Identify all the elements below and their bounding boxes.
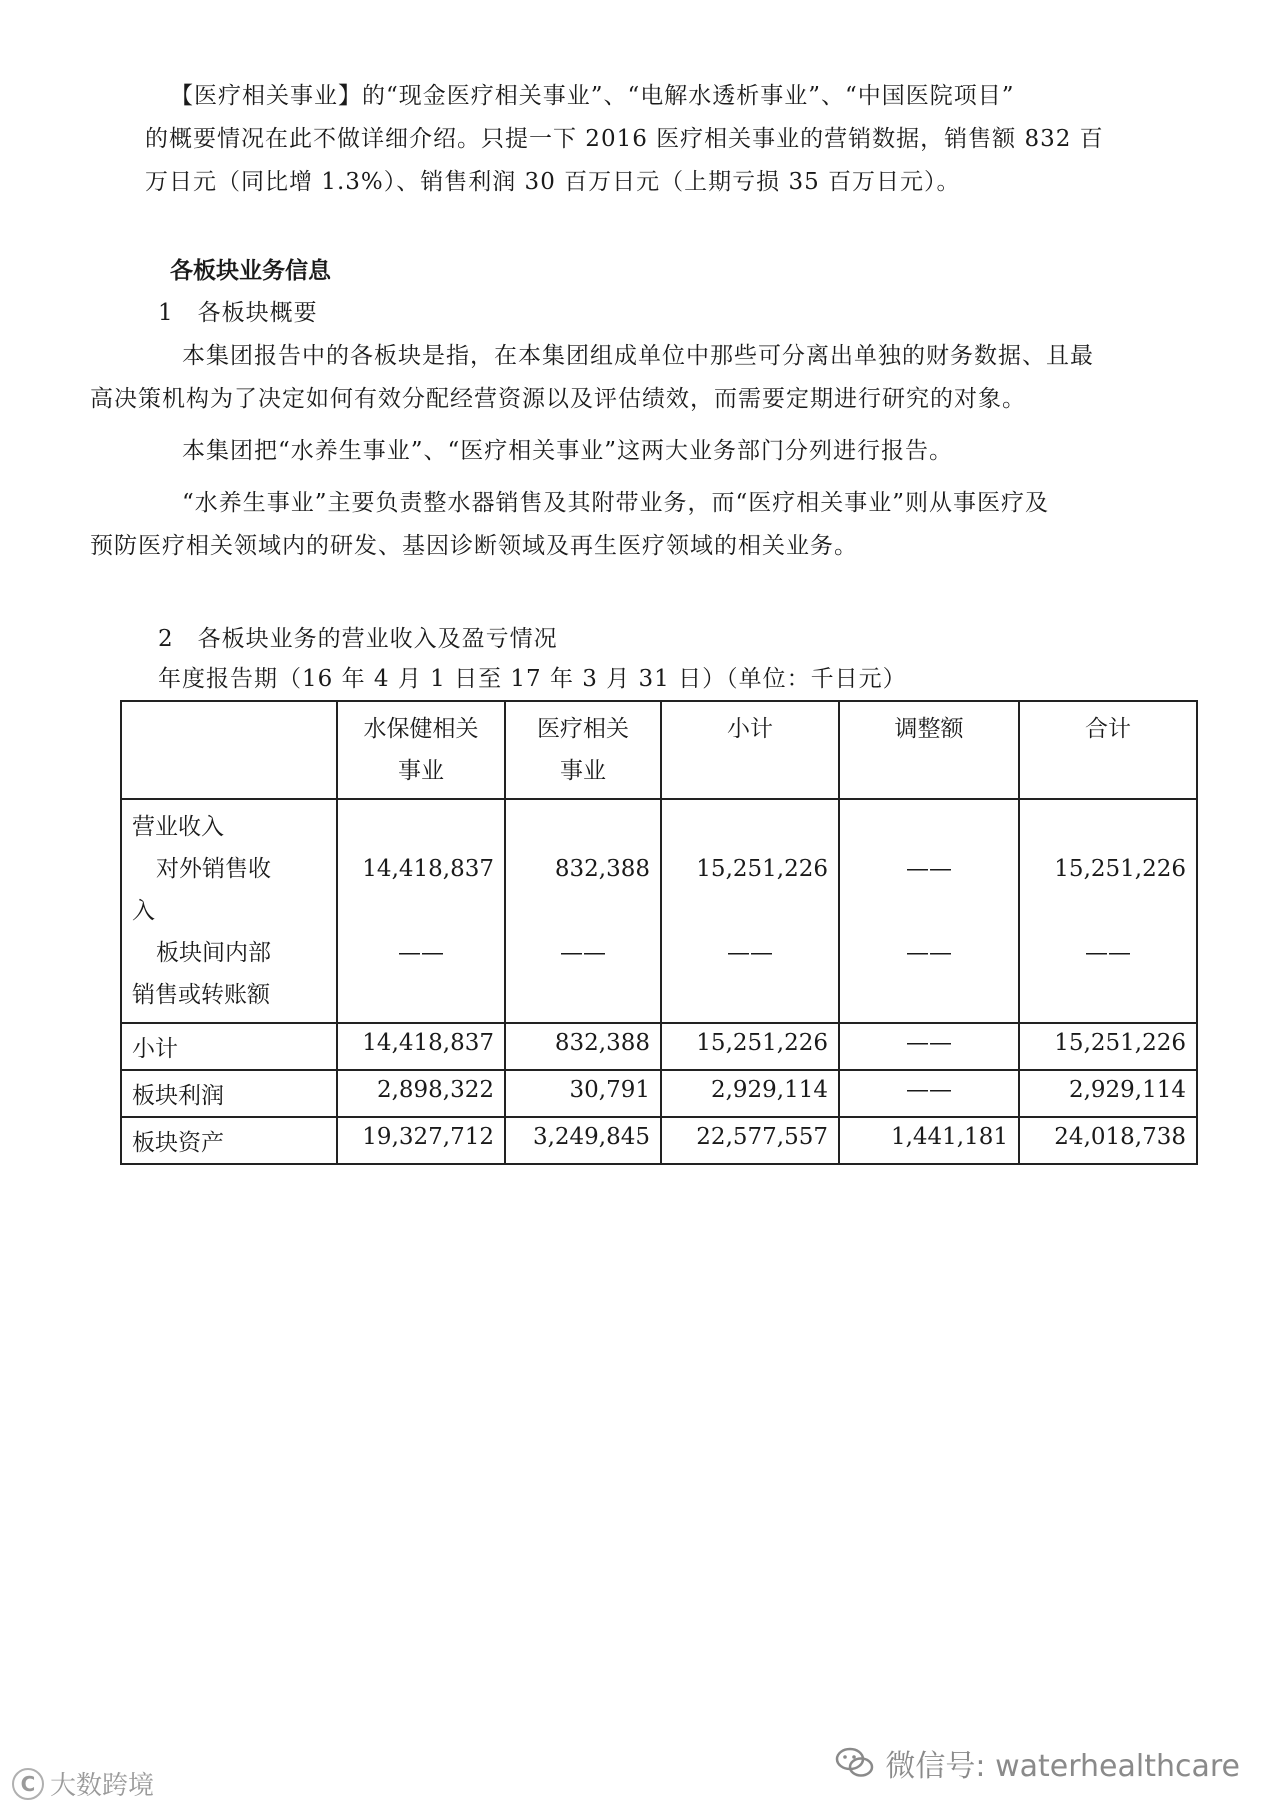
segment-report-paragraph: 本集团把“水养生事业”、“医疗相关事业”这两大业务部门分列进行报告。: [182, 438, 954, 464]
profit-subtotal: 2,929,114: [661, 1070, 839, 1117]
revenue-label: 营业收入: [132, 814, 224, 840]
subtotal-total: 15,251,226: [1019, 1023, 1197, 1070]
assets-adjustment: 1,441,181: [839, 1117, 1019, 1164]
revenue-adjustment: —— ——: [839, 799, 1019, 1023]
header-total: 合计: [1019, 701, 1197, 799]
internal-sales-label-b: 销售或转账额: [132, 982, 270, 1008]
profit-adjustment: ——: [839, 1070, 1019, 1117]
brand-text: 大数跨境: [50, 1771, 155, 1801]
assets-medical: 3,249,845: [505, 1117, 661, 1164]
profit-medical: 30,791: [505, 1070, 661, 1117]
revenue-medical: 832,388 ——: [505, 799, 661, 1023]
wechat-watermark: [835, 1741, 1240, 1785]
subtotal-subtotal: 15,251,226: [661, 1023, 839, 1070]
overview-line-1: 本集团报告中的各板块是指，在本集团组成单位中那些可分离出单独的财务数据、且最: [182, 343, 1094, 369]
brand-logo-icon: C: [12, 1768, 44, 1800]
table-row-revenue: [121, 799, 1197, 1023]
intro-line-3: 万日元（同比增 1.3%）、销售利润 30 百万日元（上期亏损 35 百万日元）。: [145, 169, 961, 195]
intro-paragraph: [145, 75, 1180, 204]
revenue-total: 15,251,226 ——: [1019, 799, 1197, 1023]
external-sales-label-b: 入: [132, 898, 155, 924]
table-row-assets: [121, 1117, 1197, 1164]
segment-description-paragraph: [90, 482, 1180, 568]
section-heading: 各板块业务信息: [170, 258, 331, 284]
assets-total: 24,018,738: [1019, 1117, 1197, 1164]
header-subtotal: 小计: [661, 701, 839, 799]
subsection-1-title: 1 各板块概要: [158, 300, 318, 326]
assets-water: 19,327,712: [337, 1117, 505, 1164]
header-empty-cell: [121, 701, 337, 799]
assets-label: 板块资产: [121, 1117, 337, 1164]
assets-subtotal: 22,577,557: [661, 1117, 839, 1164]
revenue-water: 14,418,837 ——: [337, 799, 505, 1023]
table-caption: 年度报告期（16 年 4 月 1 日至 17 年 3 月 31 日）（单位：千日元）: [158, 666, 907, 692]
revenue-labels: [121, 799, 337, 1023]
external-sales-label-a: 对外销售收: [156, 856, 271, 882]
segment-financial-table: [120, 700, 1198, 1165]
brand-watermark: [12, 1765, 154, 1802]
header-adjustment: 调整额: [839, 701, 1019, 799]
watermark-text: 微信号: waterhealthcare: [885, 1749, 1240, 1784]
revenue-subtotal: 15,251,226 ——: [661, 799, 839, 1023]
table-row-subtotal: [121, 1023, 1197, 1070]
profit-total: 2,929,114: [1019, 1070, 1197, 1117]
table-header-row: [121, 701, 1197, 799]
overview-line-2: 高决策机构为了决定如何有效分配经营资源以及评估绩效，而需要定期进行研究的对象。: [90, 386, 1026, 412]
subtotal-medical: 832,388: [505, 1023, 661, 1070]
segment-overview-paragraph: [90, 335, 1180, 421]
internal-sales-label-a: 板块间内部: [156, 940, 271, 966]
header-water-health: 水保健相关 事业: [337, 701, 505, 799]
profit-label: 板块利润: [121, 1070, 337, 1117]
intro-line-1: 【医疗相关事业】的“现金医疗相关事业”、“电解水透析事业”、“中国医院项目”: [170, 83, 1015, 109]
profit-water: 2,898,322: [337, 1070, 505, 1117]
table-row-profit: [121, 1070, 1197, 1117]
wechat-icon: [835, 1746, 875, 1780]
subtotal-label: 小计: [121, 1023, 337, 1070]
description-line-1: “水养生事业”主要负责整水器销售及其附带业务，而“医疗相关事业”则从事医疗及: [182, 490, 1050, 516]
description-line-2: 预防医疗相关领域内的研发、基因诊断领域及再生医疗领域的相关业务。: [90, 533, 858, 559]
intro-line-2: 的概要情况在此不做详细介绍。只提一下 2016 医疗相关事业的营销数据，销售额 832 百: [145, 126, 1104, 152]
header-medical: 医疗相关 事业: [505, 701, 661, 799]
subsection-2-title: 2 各板块业务的营业收入及盈亏情况: [158, 626, 558, 652]
subtotal-adjustment: ——: [839, 1023, 1019, 1070]
subtotal-water: 14,418,837: [337, 1023, 505, 1070]
